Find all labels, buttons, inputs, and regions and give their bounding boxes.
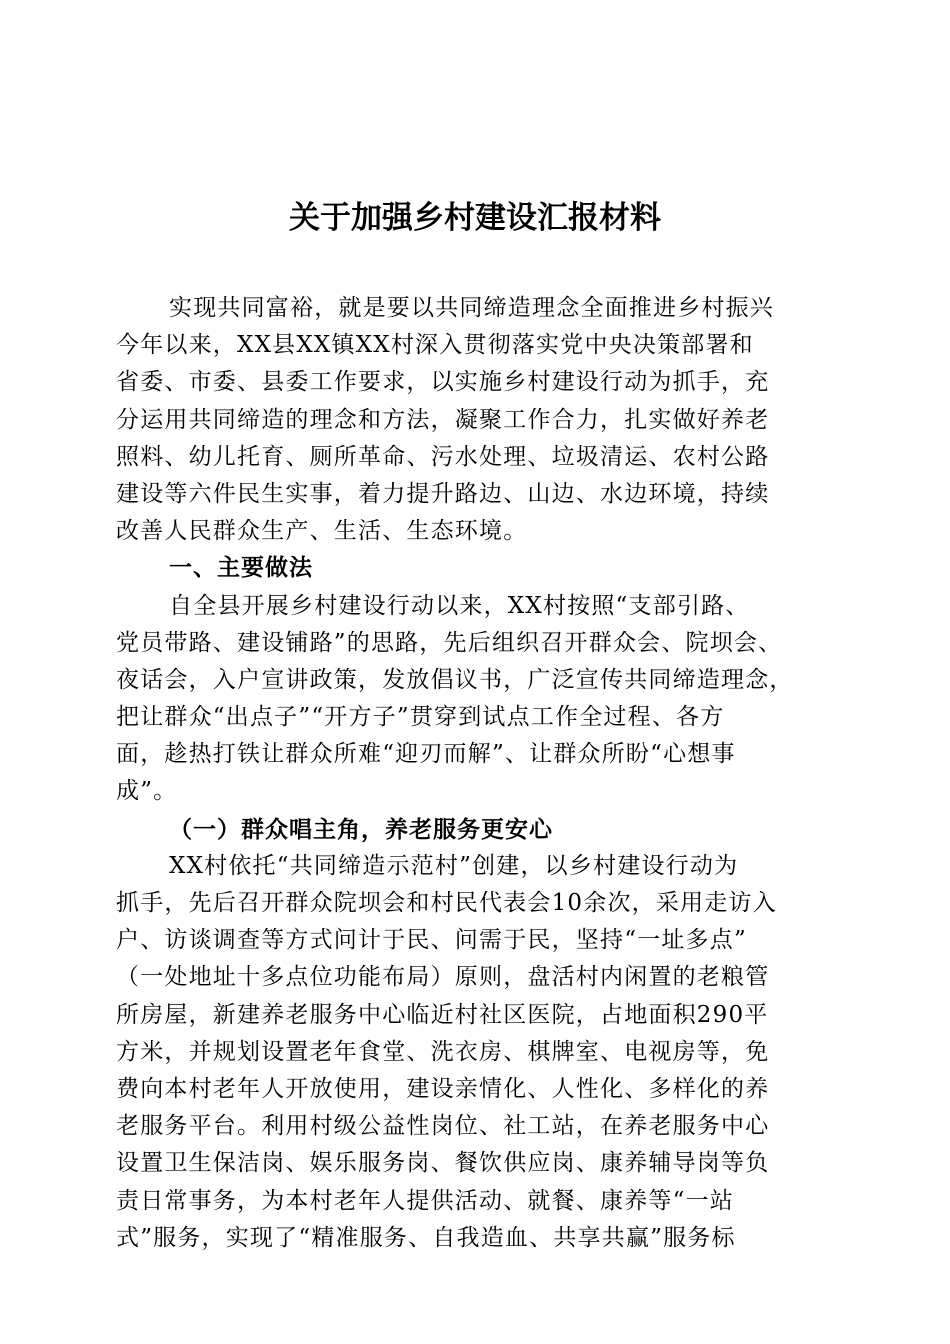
paragraph-line: 自全县开展乡村建设行动以来，XX村按照“支部引路、 [169, 592, 750, 619]
paragraph-line: 实现共同富裕，就是要以共同缔造理念全面推进乡村振兴 [169, 295, 774, 321]
paragraph-line: 方米，并规划设置老年食堂、洗衣房、棋牌室、电视房等，免 [116, 1038, 770, 1065]
paragraph-line: 老服务平台。利用村级公益性岗位、社工站，在养老服务中心 [116, 1113, 770, 1140]
subsection-heading: （一）群众唱主角，养老服务更安心 [169, 815, 553, 843]
paragraph-line: 分运用共同缔造的理念和方法，凝聚工作合力，扎实做好养老 [116, 406, 770, 433]
paragraph-line: 户、访谈调查等方式问计于民、问需于民，坚持“一址多点” [116, 927, 747, 954]
paragraph-line: 责日常事务，为本村老年人提供活动、就餐、康养等“一站 [116, 1187, 734, 1214]
paragraph-line: 党员带路、建设铺路”的思路，先后组织召开群众会、院坝会、 [116, 629, 783, 656]
section-heading: 一、主要做法 [169, 555, 313, 582]
document-title: 关于加强乡村建设汇报材料 [289, 200, 661, 236]
paragraph-line: XX村依托“共同缔造示范村”创建，以乡村建设行动为 [169, 852, 739, 879]
paragraph-line: 式”服务，实现了“精准服务、自我造血、共享共赢”服务标 [116, 1224, 736, 1251]
paragraph-line: 把让群众“出点子”“开方子”贯穿到试点工作全过程、各方 [116, 704, 725, 731]
paragraph-line: 成”。 [116, 778, 178, 805]
paragraph-line: 改善人民群众生产、生活、生态环境。 [116, 518, 528, 545]
paragraph-line: 今年以来，XX县XX镇XX村深入贯彻落实党中央决策部署和 [116, 332, 754, 359]
paragraph-line: 面，趁热打铁让群众所难“迎刃而解”、让群众所盼“心想事 [116, 741, 736, 768]
paragraph-line: 照料、幼儿托育、厕所革命、污水处理、垃圾清运、农村公路 [116, 443, 770, 470]
paragraph-line: 建设等六件民生实事，着力提升路边、山边、水边环境，持续 [116, 480, 770, 507]
paragraph-line: 抓手，先后召开群众院坝会和村民代表会10余次，采用走访入 [116, 890, 777, 916]
paragraph-line: 夜话会，入户宣讲政策，发放倡议书，广泛宣传共同缔造理念， [116, 666, 794, 693]
document-body [116, 290, 830, 1257]
paragraph-line: 设置卫生保洁岗、娱乐服务岗、餐饮供应岗、康养辅导岗等负 [116, 1150, 770, 1177]
paragraph-line: 所房屋，新建养老服务中心临近村社区医院，占地面积290平 [116, 1001, 769, 1028]
paragraph-line: 省委、市委、县委工作要求，以实施乡村建设行动为抓手，充 [116, 369, 770, 396]
paragraph-line: （一处地址十多点位功能布局）原则，盘活村内闲置的老粮管 [116, 964, 770, 991]
paragraph-line: 费向本村老年人开放使用，建设亲情化、人性化、多样化的养 [116, 1075, 770, 1102]
